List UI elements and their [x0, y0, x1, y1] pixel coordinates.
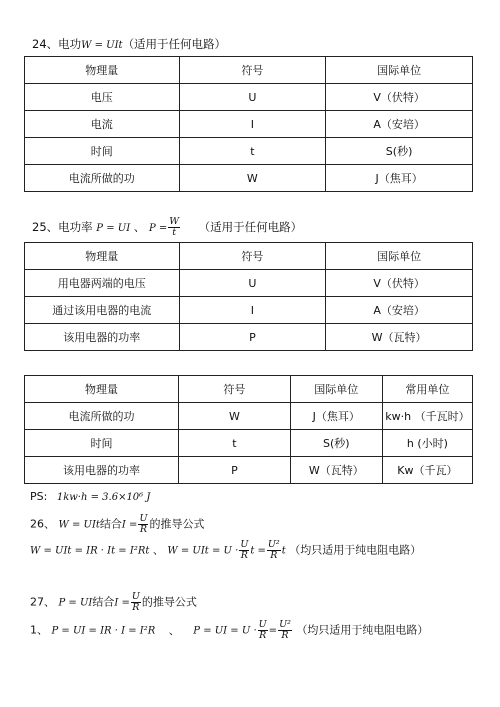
table-cell: 时间 — [25, 138, 180, 165]
table-cell: kw·h （千瓦时） — [382, 403, 472, 430]
section-26-heading: 26、 W = UIt结合I = $\frac{U}{R}$ 的推导公式 — [30, 513, 205, 535]
ps-note: PS: 1kw·h = 3.6×10⁶ J — [30, 490, 151, 503]
table-cell: S(秒) — [290, 430, 382, 457]
table-cell: 电流所做的功 — [25, 403, 179, 430]
section-27-heading: 27、 P = UI结合I = $\frac{U}{R}$ 的推导公式 — [30, 591, 197, 613]
table-row — [25, 297, 473, 324]
table-cell: 用电器两端的电压 — [25, 270, 180, 297]
kwh-conversion: 1kw·h = 3.6×10⁶ J — [56, 492, 151, 503]
header-cell: 国际单位 — [290, 376, 382, 403]
table-row — [25, 270, 473, 297]
table-cell: A（安培） — [326, 111, 473, 138]
table-row — [25, 324, 473, 351]
table-cell: P — [179, 457, 291, 484]
fraction-u2-over-r: $\frac{\text{U²}}{R}$ — [279, 619, 291, 641]
table-cell: 电流所做的功 — [25, 165, 180, 192]
header-cell: 物理量 — [25, 243, 180, 270]
table-cell: U — [179, 270, 326, 297]
table-row — [25, 165, 473, 192]
fraction-u-over-r: $\frac{U}{R}$ — [258, 619, 267, 641]
header-cell: 物理量 — [25, 57, 180, 84]
table-cell: I — [179, 111, 326, 138]
fraction-u-over-r: $\frac{U}{R}$ — [240, 539, 249, 561]
table-cell: I — [179, 297, 326, 324]
table-row — [25, 84, 473, 111]
section-25-heading: 25、电功率 P = UI 、 P = $\frac{W}{t}$ （适用于任何电路） — [32, 216, 303, 238]
table-cell: 通过该用电器的电流 — [25, 297, 180, 324]
table-cell: S(秒) — [326, 138, 473, 165]
header-cell: 符号 — [179, 376, 291, 403]
table-cell: t — [179, 430, 291, 457]
table-cell: J（焦耳） — [290, 403, 382, 430]
table-row — [25, 111, 473, 138]
table-cell: 该用电器的功率 — [25, 324, 180, 351]
section-27-derivation: 1、 P = UI = IR · I = I²R 、 P = UI = U · $\frac{U}{R}$ = $\frac{\text{U²}}{R}$ （均只适用于纯电阻电路） — [30, 619, 429, 641]
table-header-row — [25, 243, 473, 270]
formula-p-ui: P = UI — [96, 223, 131, 234]
header-cell: 符号 — [179, 243, 326, 270]
header-cell: 国际单位 — [326, 57, 473, 84]
header-cell: 符号 — [179, 57, 326, 84]
table-header-row — [25, 376, 473, 403]
fraction-u2-over-r: $\frac{\text{U²}}{R}$ — [267, 539, 280, 561]
table-cell: U — [179, 84, 326, 111]
table-cell: W — [179, 165, 326, 192]
section-26-derivation: W = UIt = IR · It = I²Rt 、 W = UIt = U · $\frac{U}{R}$ t = $\frac{\text{U²}}{R}$ t （均只适用于纯电阻电路） — [30, 539, 422, 561]
table-cell: V（伏特） — [326, 84, 473, 111]
table-cell: W — [179, 403, 291, 430]
table-electric-work — [24, 56, 473, 192]
table-cell: W（瓦特） — [326, 324, 473, 351]
table-row — [25, 457, 473, 484]
table-electric-power — [24, 242, 473, 351]
fraction-u-over-r: $\frac{U}{R}$ — [139, 513, 148, 535]
table-cell: 时间 — [25, 430, 179, 457]
table-cell: W（瓦特） — [290, 457, 382, 484]
table-row — [25, 138, 473, 165]
table-row — [25, 430, 473, 457]
table-cell: V（伏特） — [326, 270, 473, 297]
section-24-heading: 24、电功W = UIt（适用于任何电路） — [32, 37, 227, 51]
table-cell: J（焦耳） — [326, 165, 473, 192]
table-cell: P — [179, 324, 326, 351]
table-header-row — [25, 57, 473, 84]
table-cell: t — [179, 138, 326, 165]
fraction-w-over-t: $\frac{W}{t}$ — [169, 216, 180, 238]
header-cell: 物理量 — [25, 376, 179, 403]
fraction-u-over-r: $\frac{U}{R}$ — [131, 591, 140, 613]
table-cell: Kw（千瓦） — [382, 457, 472, 484]
table-cell: 该用电器的功率 — [25, 457, 179, 484]
header-cell: 常用单位 — [382, 376, 472, 403]
table-row — [25, 403, 473, 430]
table-cell: 电流 — [25, 111, 180, 138]
header-cell: 国际单位 — [326, 243, 473, 270]
table-common-units — [24, 375, 473, 484]
table-cell: A（安培） — [326, 297, 473, 324]
table-cell: 电压 — [25, 84, 180, 111]
table-cell: h (小时) — [382, 430, 472, 457]
formula-w-uit: W = UIt — [81, 40, 123, 51]
